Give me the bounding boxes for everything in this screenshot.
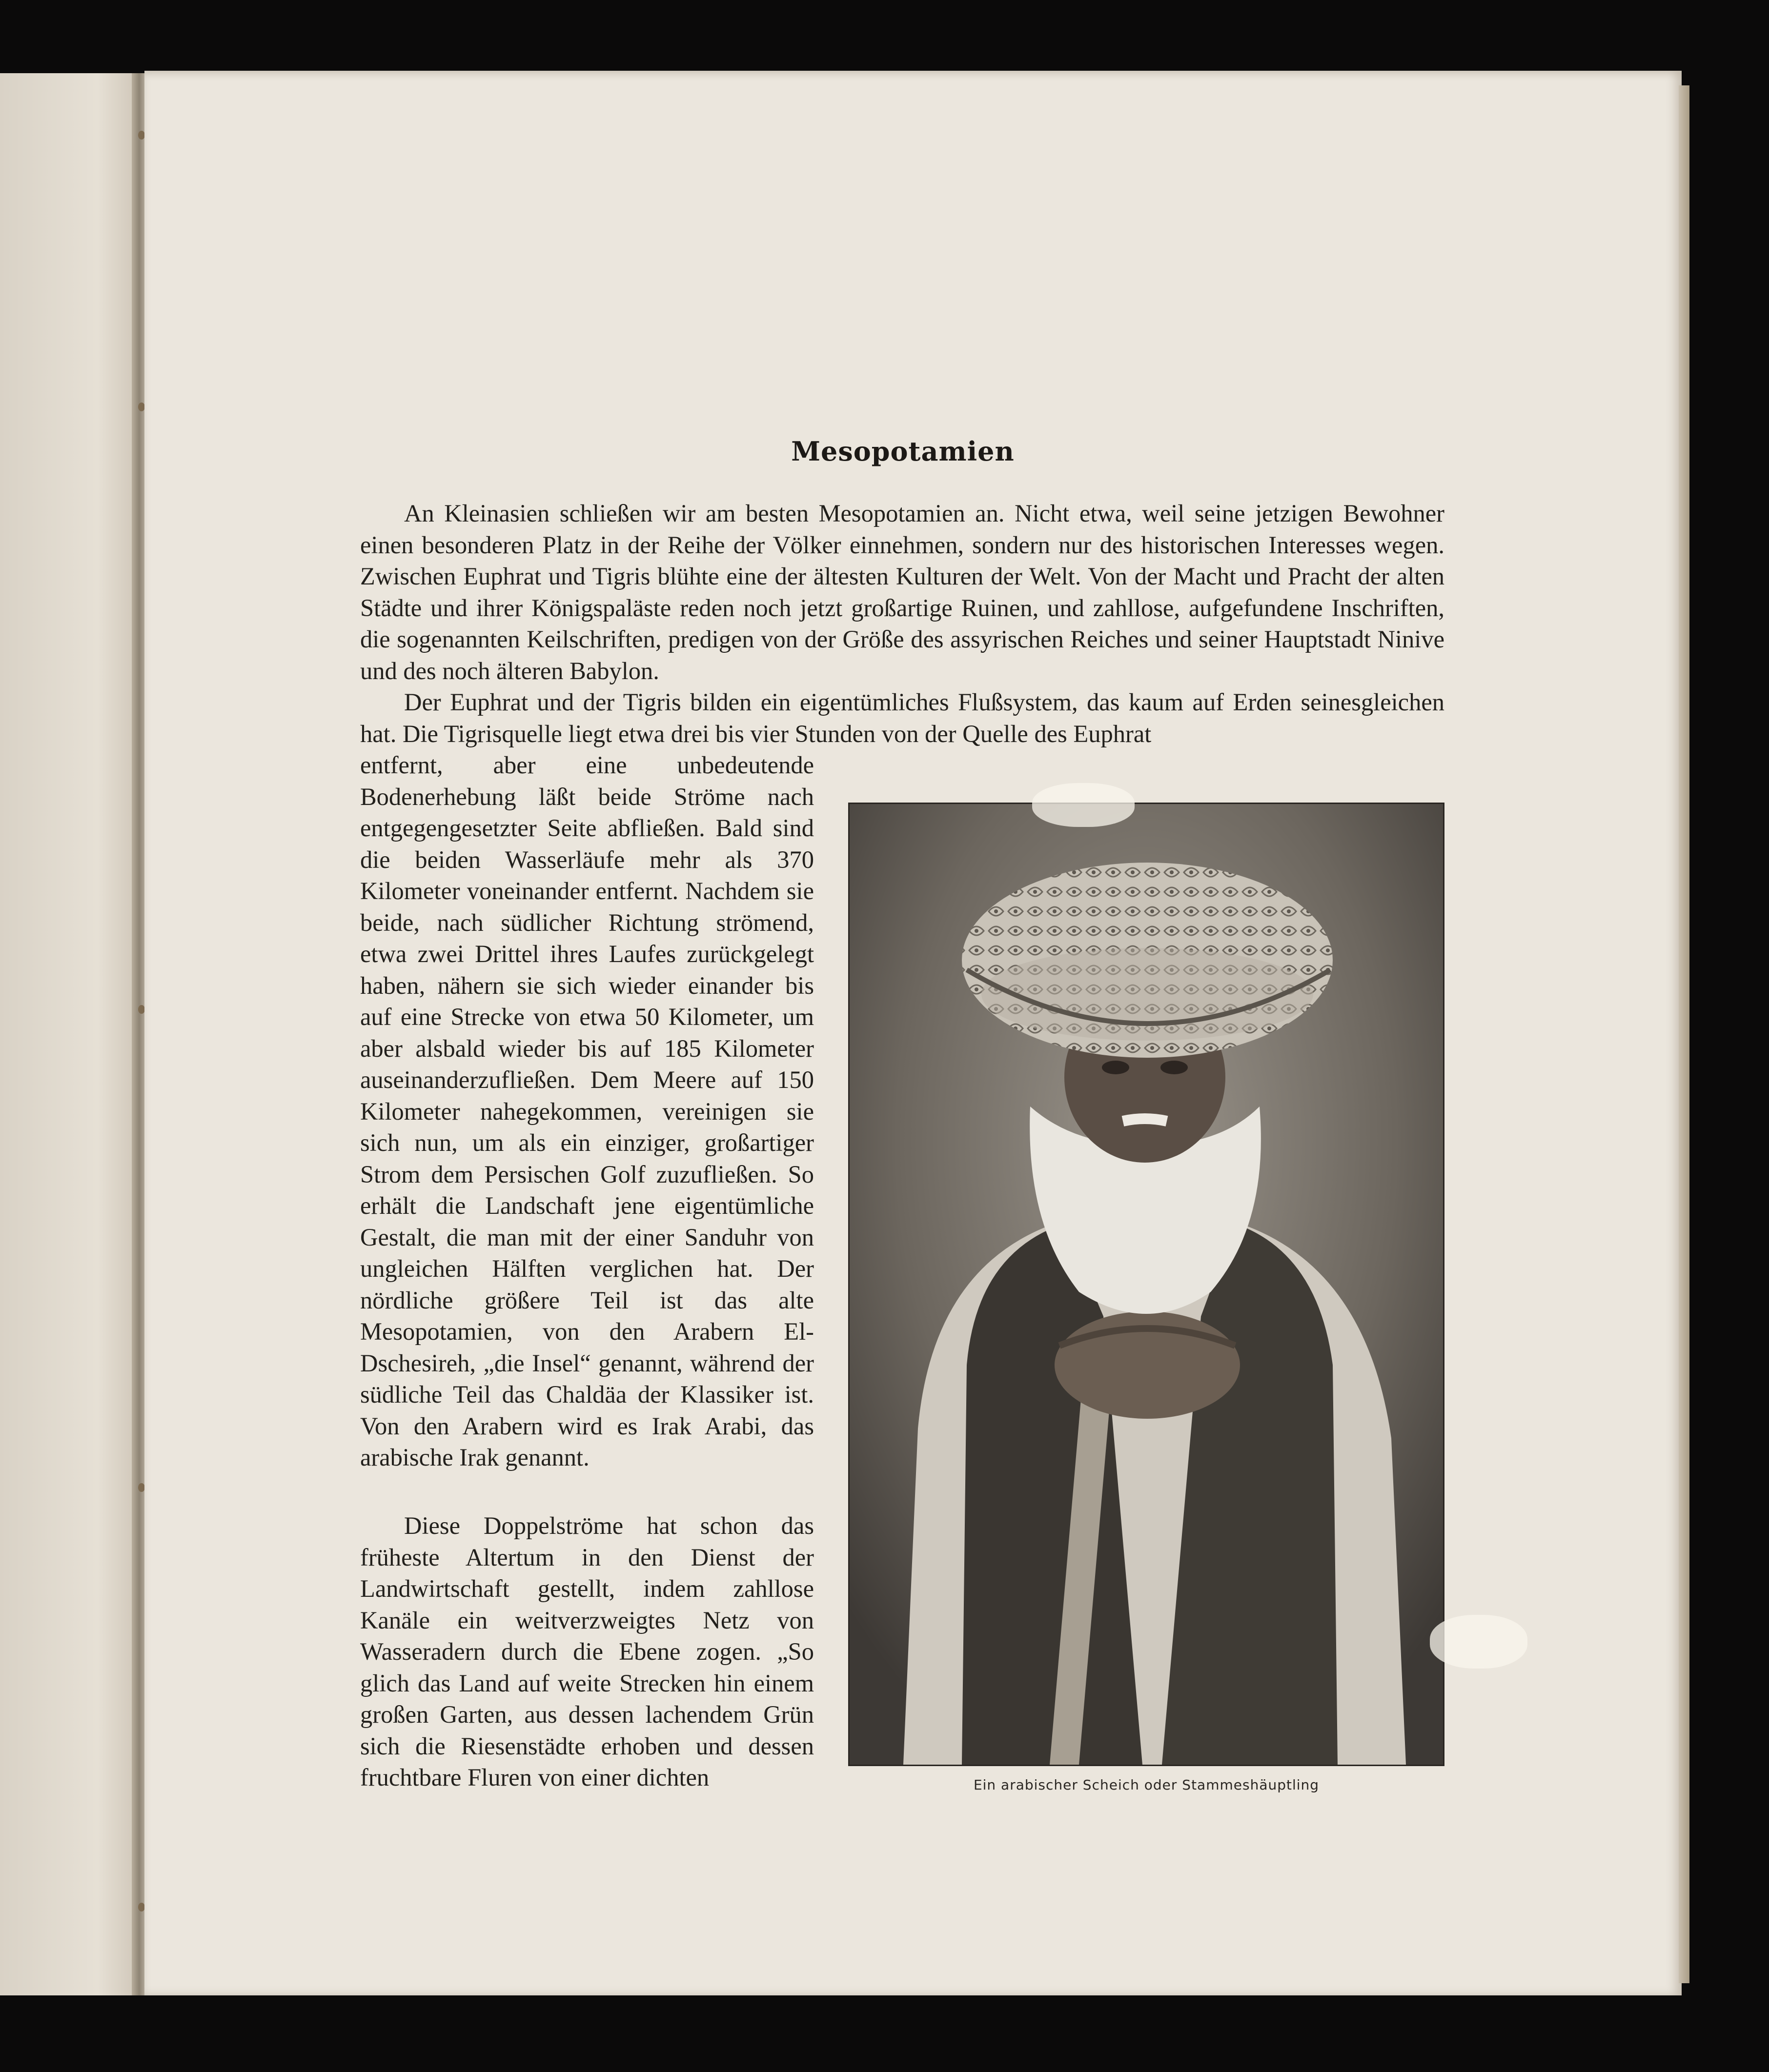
portrait-illustration: [850, 804, 1443, 1765]
paper-stain: [1430, 1615, 1527, 1669]
paragraph-canals: Diese Doppelströme hat schon das früheste Altertum in den Dienst der Landwirtschaft gestellt, indem zahllose Kanäle ein weitverzweigtes Netz von Wasseradern durch die Ebene zogen. „So glich das Land auf weite Strecken hin einem großen Garten, aus dessen lachendem Grün sich die Riesenstädte erhoben und dessen fruchtbare Fluren von einer dichten: [360, 1512, 814, 1791]
paper-stain: [1032, 783, 1135, 827]
paragraph-rivers-continued: entfernt, aber eine unbedeutende Bodenerhebung läßt beide Ströme nach entgegengesetzter Seite abfließen. Bald sind die beiden Wasserläufe mehr als 370 Kilometer voneinander entfernt. Nachdem sie beide, nach südlicher Richtung strömend, etwa zwei Drittel ihres Laufes zurückgelegt haben, nähern sie sich wieder einander bis auf eine Strecke von etwa 50 Kilometer, um aber alsbald wieder bis auf 185 Kilometer auseinanderzufließen. Dem Meere auf 150 Kilometer nahegekommen, vereinigen sie sich nun, um als ein einziger, großartiger Strom dem Persischen Golf zuzufließen. So erhält die Landschaft jene eigentümliche Gestalt, die man mit der einer Sanduhr von ungleichen Hälften verglichen hat. Der nördliche größere Teil ist das alte Mesopotamien, von den Arabern El-Dschesireh, „die Insel“ genannt, während der südliche Teil das Chaldäa der Klassiker ist. Von den Arabern wird es Irak Arabi, das arabische Irak genannt.: [360, 751, 814, 1471]
facing-page-edge: [0, 73, 139, 1995]
binding-thread-mark: [138, 402, 145, 411]
photo-arab-sheikh: [848, 803, 1444, 1766]
page-title: Mesopotamien: [791, 436, 1015, 467]
binding-thread-mark: [138, 1483, 145, 1492]
binding-thread-mark: [138, 1005, 145, 1014]
paragraph-rivers: Der Euphrat und der Tigris bilden ein eigentümliches Flußsystem, das kaum auf Erden seinesgleichen hat. Die Tigrisquelle liegt etwa drei bis vier Stunden von der Quelle des Euphrat: [360, 688, 1444, 747]
paragraph-intro: An Kleinasien schließen wir am besten Mesopotamien an. Nicht etwa, weil seine jetzigen Bewohner einen besonderen Platz in der Reihe der Völker einnehmen, sondern nur des historischen Interesses wegen. Zwischen Euphrat und Tigris blühte eine der ältesten Kulturen der Welt. Von der Macht und Pracht der alten Städte und ihrer Königspaläste reden noch jetzt großartige Ruinen, und zahllose, aufgefundene Inschriften, die sogenannten Keilschriften, predigen von der Größe des assyrischen Reiches und seiner Hauptstadt Ninive und des noch älteren Babylon.: [360, 500, 1444, 684]
binding-thread-mark: [138, 131, 145, 140]
page-edge: [1679, 85, 1689, 1983]
binding-thread-mark: [138, 1903, 145, 1911]
figure-caption: Ein arabischer Scheich oder Stammeshäuptling: [973, 1777, 1320, 1793]
